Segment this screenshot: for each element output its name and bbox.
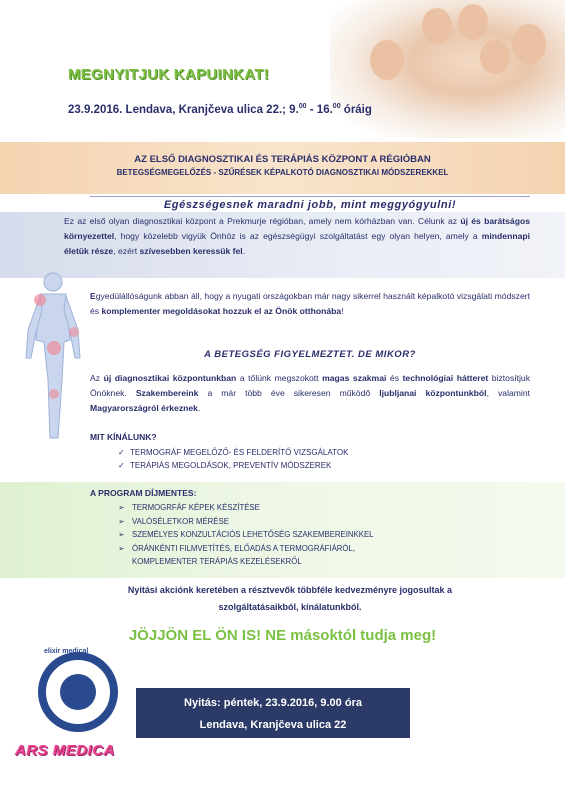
- arrow-bullet-icon: ➢: [118, 503, 125, 512]
- human-body-figure: [18, 270, 88, 440]
- list-item: ✓ TERÁPIÁS MEGOLDÁSOK, PREVENTÍV MÓDSZEREK: [118, 461, 332, 470]
- center-paragraph: Az új diagnosztikai központunkban a tőlünk megszokott magas szakmai és technológiai hátteret biztosítjuk Önöknek. Szakembereink a már több éve sikeresen működő ljubljanai központunkból, valamint Magyarországról érkeznek.: [90, 373, 531, 413]
- offer-title: MIT KÍNÁLUNK?: [90, 432, 157, 442]
- checkmark-icon: ✓: [118, 448, 125, 457]
- list-item: ➢ ÓRÁNKÉNTI FILMVETÍTÉS, ELŐADÁS A TERMOGRÁFIÁRÓL,: [118, 542, 373, 556]
- offer-list: [118, 446, 348, 472]
- intro-paragraph: Ez az első olyan diagnosztikai központ a Prekmurje régióban, amely nem kórházban van. Célunk az új és barátságos környezettel, hogy közelebb vigyük Önhöz is az egészségügyi szolgáltatást egy olyan helyen, amely a mindennapi életük része, ezért szívesebben keressük fel.: [64, 216, 530, 256]
- elixir-medical-logo: elixir medical: [38, 652, 118, 732]
- opening-box: [136, 688, 410, 738]
- call-to-action: JÖJJÖN EL ÖN IS! NE másoktól tudja meg!: [128, 627, 437, 644]
- family-photo: [330, 0, 565, 138]
- action-text: Nyitási akciónk keretében a résztvevők többféle kedvezményre jogosultak a szolgáltatásaikból, kínálatunkból.: [127, 585, 453, 612]
- arrow-bullet-icon: ➢: [118, 530, 125, 539]
- date-line: 23.9.2016. Lendava, Kranjčeva ulica 22.; 9.00 - 16.00 óráig: [68, 103, 372, 116]
- list-item: ➢ SZEMÉLYES KONZULTÁCIÓS LEHETŐSÉG SZAKEMBEREINKKEL: [118, 528, 373, 542]
- title-band: [0, 142, 565, 194]
- headline: MEGNYITJUK KAPUINKAT!: [68, 66, 270, 83]
- band-subtitle: BETEGSÉGMEGELŐZÉS - SZŰRÉSEK KÉPALKOTÓ DIAGNOSZTIKAI MÓDSZEREKKEL: [116, 168, 449, 177]
- checkmark-icon: ✓: [118, 461, 125, 470]
- unique-paragraph: Egyedülállóságunk abban áll, hogy a nyugati országokban már nagy sikerrel használt képalkotó vizsgálati módszert és komplementer megoldásokat hozzuk el az Önök otthonába!: [90, 291, 530, 316]
- list-item: ➢ TERMOGRFÁF KÉPEK KÉSZÍTÉSE: [118, 501, 373, 515]
- list-item-continuation: KOMPLEMENTER TERÁPIÁS KEZELÉSEKRŐL: [132, 557, 302, 566]
- opening-line-2: Lendava, Kranjčeva ulica 22: [199, 719, 347, 731]
- arrow-bullet-icon: ➢: [118, 516, 125, 526]
- program-list: [118, 501, 373, 569]
- program-title: A PROGRAM DÍJMENTES:: [90, 488, 197, 498]
- question-heading: A BETEGSÉG FIGYELMEZTET. DE MIKOR?: [204, 349, 416, 360]
- list-item: ✓ TERMOGRÁF MEGELŐZŐ- ÉS FELDERÍTŐ VIZSGÁLATOK: [118, 448, 349, 457]
- list-item: ➢ VALÓSÉLETKOR MÉRÉSE: [118, 515, 373, 529]
- band-title: AZ ELSŐ DIAGNOSZTIKAI ÉS TERÁPIÁS KÖZPONT A RÉGIÓBAN: [134, 154, 431, 165]
- ars-medica-logo: ARS MEDICA: [15, 742, 116, 759]
- slogan: Egészségesnek maradni jobb, mint meggyógyulni!: [90, 196, 530, 214]
- opening-line-1: Nyitás: péntek, 23.9.2016, 9.00 óra: [184, 697, 362, 709]
- arrow-bullet-icon: ➢: [118, 543, 125, 553]
